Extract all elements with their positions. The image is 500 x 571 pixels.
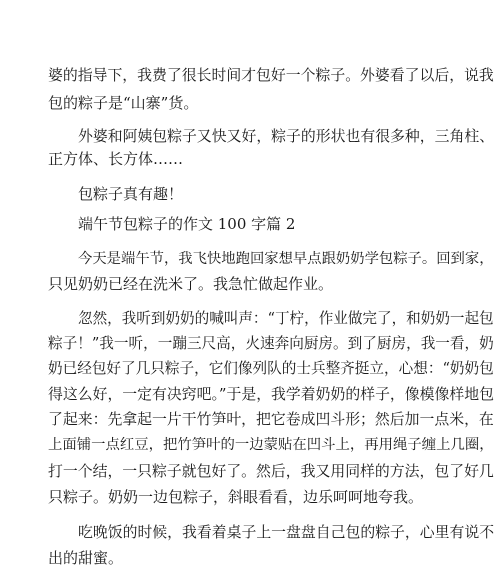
text-line: 上面铺一点红豆，把竹笋叶的一边蒙贴在凹斗上，再用绳子缠上几圈， bbox=[48, 437, 494, 453]
text-line: 忽然，我听到奶奶的喊叫声：“丁柠，作业做完了，和奶奶一起包 bbox=[78, 310, 494, 327]
text-line: 婆的指导下，我费了很长时间才包好一个粽子。外婆看了以后，说我 bbox=[48, 66, 494, 84]
text-line: 吃晚饭的时候，我看着桌子上一盘盘自己包的粽子，心里有说不 bbox=[78, 523, 495, 541]
text-line: 包的粽子是“山寨”货。 bbox=[48, 94, 199, 112]
text-line: 只见奶奶已经在洗米了。我急忙做起作业。 bbox=[48, 275, 334, 293]
text-line: 今天是端午节，我飞快地跑回家想早点跟奶奶学包粽子。回到家， bbox=[78, 251, 494, 267]
text-line: 外婆和阿姨包粽子又快又好，粽子的形状也有很多种，三角柱、 bbox=[78, 127, 495, 145]
text-line: 正方体、长方体…… bbox=[48, 150, 184, 168]
text-line: 打一个结，一只粽子就包好了。然后，我又用同样的方法，包了好几 bbox=[48, 462, 494, 480]
section-heading: 端午节包粽子的作文 100 字篇 2 bbox=[78, 215, 296, 233]
text-line: 粽子！”我一听，一蹦三尺高，火速奔向厨房。到了厨房，我一看，奶 bbox=[48, 335, 494, 352]
text-line: 出的甜蜜。 bbox=[48, 549, 124, 567]
text-line: 了起来：先拿起一片干竹笋叶，把它卷成凹斗形；然后加一点米，在 bbox=[48, 410, 494, 428]
text-line: 奶已经包好了几只粽子，它们像列队的士兵整齐挺立，心想：“奶奶包 bbox=[48, 360, 494, 377]
text-line: 包粽子真有趣！ bbox=[78, 185, 184, 203]
text-line: 得这么好，一定有决窍吧。”于是，我学着奶奶的样子，像模像样地包 bbox=[48, 385, 494, 403]
text-line: 只粽子。奶奶一边包粽子，斜眼看看，边乐呵呵地夸我。 bbox=[48, 488, 424, 506]
